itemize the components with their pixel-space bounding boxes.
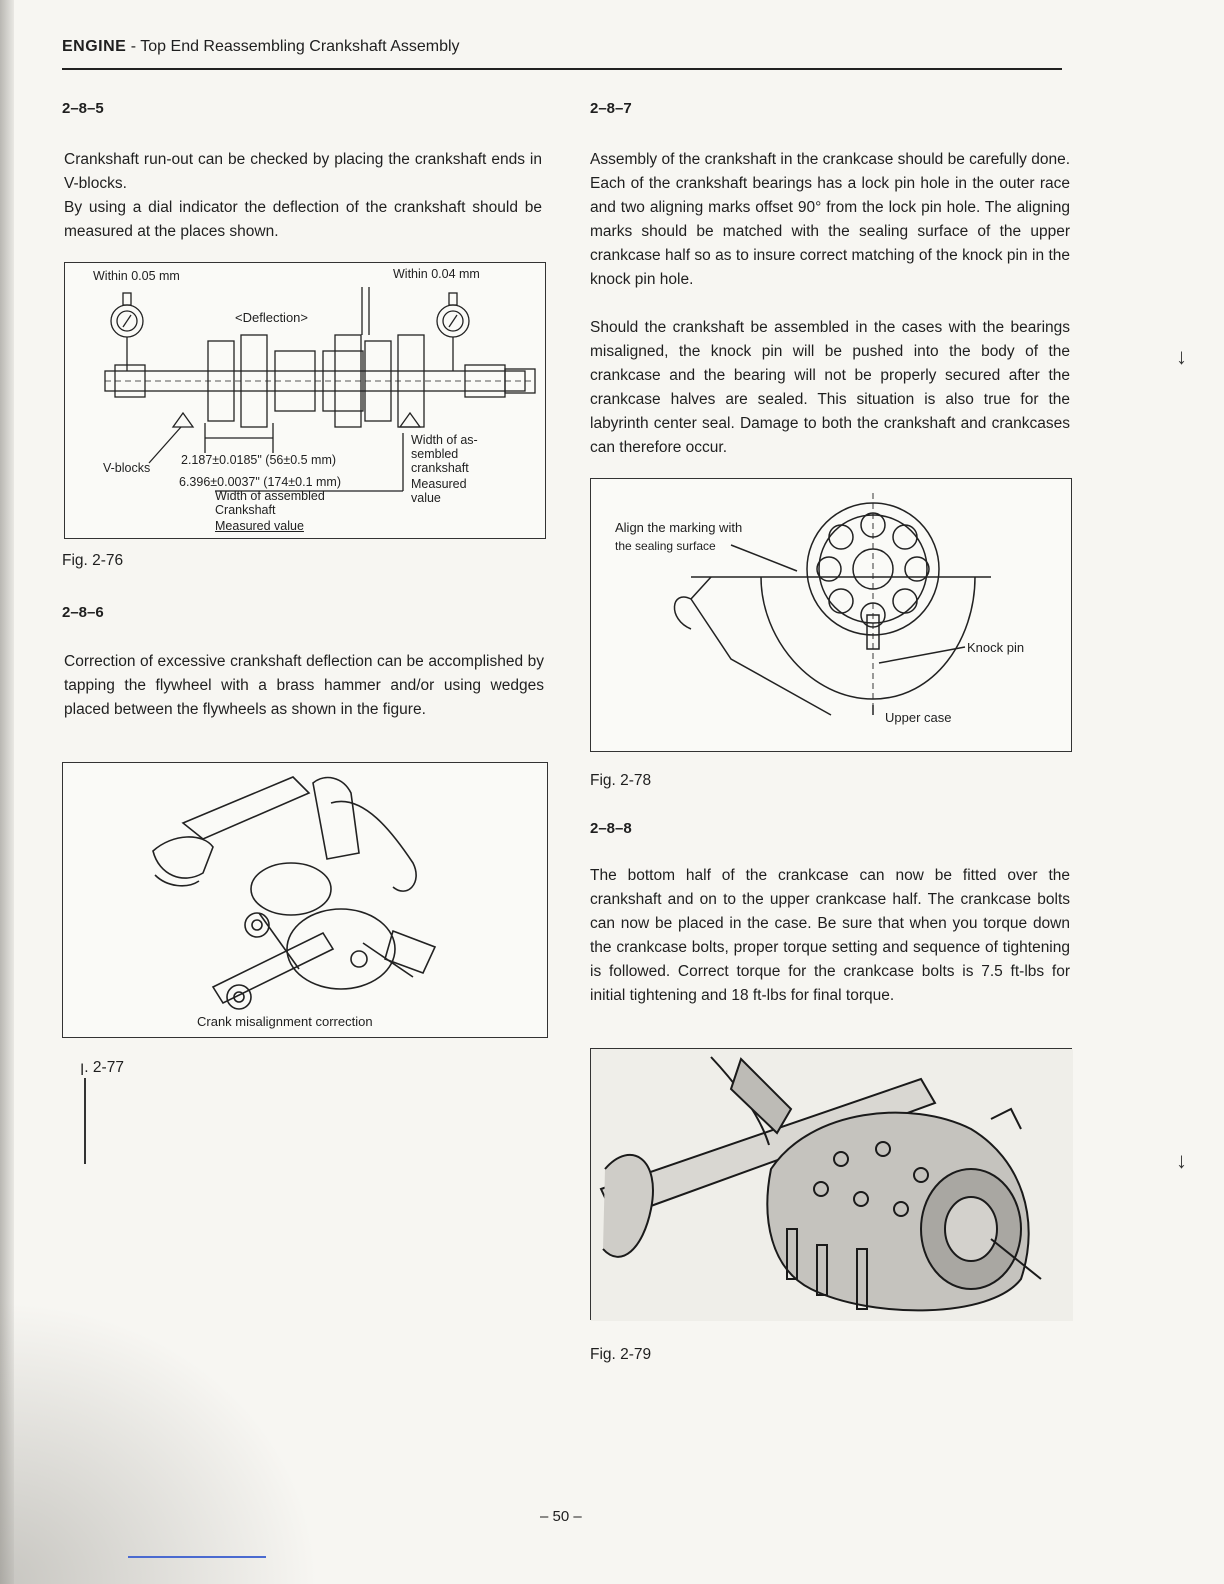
label-width-right-4: Measured [411,477,467,491]
section-2-8-8-number: 2–8–8 [590,820,632,837]
section-2-8-6-number: 2–8–6 [62,604,104,621]
page-header [62,38,460,56]
hammer-crank-drawing [63,763,549,1039]
label-knock-pin: Knock pin [967,640,1025,655]
section-2-8-5-para-1: Crankshaft run-out can be checked by placing the crankshaft ends in V-blocks. [64,151,542,192]
scan-shadow-bottom [0,1300,320,1584]
caption-fig-2-79: Fig. 2-79 [590,1346,652,1363]
figure-2-79-torque-wrench-photo [590,1048,1072,1320]
label-align-marking-1: Align the marking with [615,520,743,535]
label-width-right-2: sembled [411,447,459,461]
label-width-left-3: Measured value [215,519,304,533]
section-2-8-5-para-2: By using a dial indicator the deflection of the crankshaft should be measured at the places shown. [64,199,542,240]
label-align-marking-2: the sealing surface [615,539,716,553]
section-2-8-8-para-1: The bottom half of the crankcase can now be fitted over the crankshaft and on to the upper crankcase half. The crankcase bolts can now be placed in the case. Be sure that when you torque down the crankcase bolts, proper torque setting and sequence of tightening is followed. Correct torque for the crankcase bolts is 7.5 ft-lbs for initial tightening and 18 ft-lbs for final torque. [590,867,1070,1004]
header-section: ENGINE [62,38,127,55]
page-number: – 50 – [540,1508,582,1525]
header-title: - Top End Reassembling Crankshaft Assembly [126,38,460,55]
bearing-balls [817,513,929,627]
edge-mark-bottom: ↓ [1176,1148,1187,1173]
figure-2-76-crankshaft-runout [64,262,546,539]
caption-fig-2-76: Fig. 2-76 [62,552,124,569]
edge-mark-top: ↓ [1176,344,1187,369]
scan-mark-line [84,1078,86,1164]
label-crank-misalignment: Crank misalignment correction [197,1014,373,1029]
header-rule [62,68,1062,70]
section-2-8-7-para-1: Assembly of the crankshaft in the crankcase should be carefully done. Each of the crankshaft bearings has a lock pin hole in the outer race and two aligning marks offset 90° from the lock pin hole. The aligning marks should be matched with the sealing surface of the upper crankcase half so as to insure correct matching of the knock pin in the knock pin hole. [590,151,1070,288]
label-v-blocks: V-blocks [103,461,151,475]
label-dimension-56mm: 2.187±0.0185" (56±0.5 mm) [181,453,337,467]
label-width-right-3: crankshaft [411,461,469,475]
label-width-right-1: Width of as- [411,433,478,447]
section-2-8-5-number: 2–8–5 [62,100,104,117]
section-2-8-7-para-2: Should the crankshaft be assembled in the cases with the bearings misaligned, the knock pin will be pushed into the body of the crankcase and the bearing will not be properly secured after the crankcase halves are sealed. This situation is also true for the labyrinth center seal. Damage to both the crankshaft and crankcases can therefore occur. [590,319,1070,456]
label-upper-case: Upper case [885,710,952,725]
section-2-8-7-number: 2–8–7 [590,100,632,117]
label-width-left-1: Width of assembled [215,489,325,503]
caption-fig-2-77: ꞁ. 2-77 [80,1059,124,1076]
caption-fig-2-78: Fig. 2-78 [590,772,652,789]
label-dimension-174mm: 6.396±0.0037" (174±0.1 mm) [179,475,341,489]
section-2-8-6-para-1: Correction of excessive crankshaft deflection can be accomplished by tapping the flywheel with a brass hammer and/or using wedges placed between the flywheels as shown in the figure. [64,653,544,718]
label-width-left-2: Crankshaft [215,503,276,517]
label-within-left: Within 0.05 mm [93,269,180,283]
scan-blue-line [128,1556,266,1558]
torque-wrench-photo [591,1049,1073,1321]
label-within-right: Within 0.04 mm [393,267,480,281]
figure-2-77-crank-misalignment [62,762,548,1038]
label-width-right-5: value [411,491,441,505]
figure-2-78-bearing-alignment [590,478,1072,752]
label-deflection: <Deflection> [235,310,308,325]
